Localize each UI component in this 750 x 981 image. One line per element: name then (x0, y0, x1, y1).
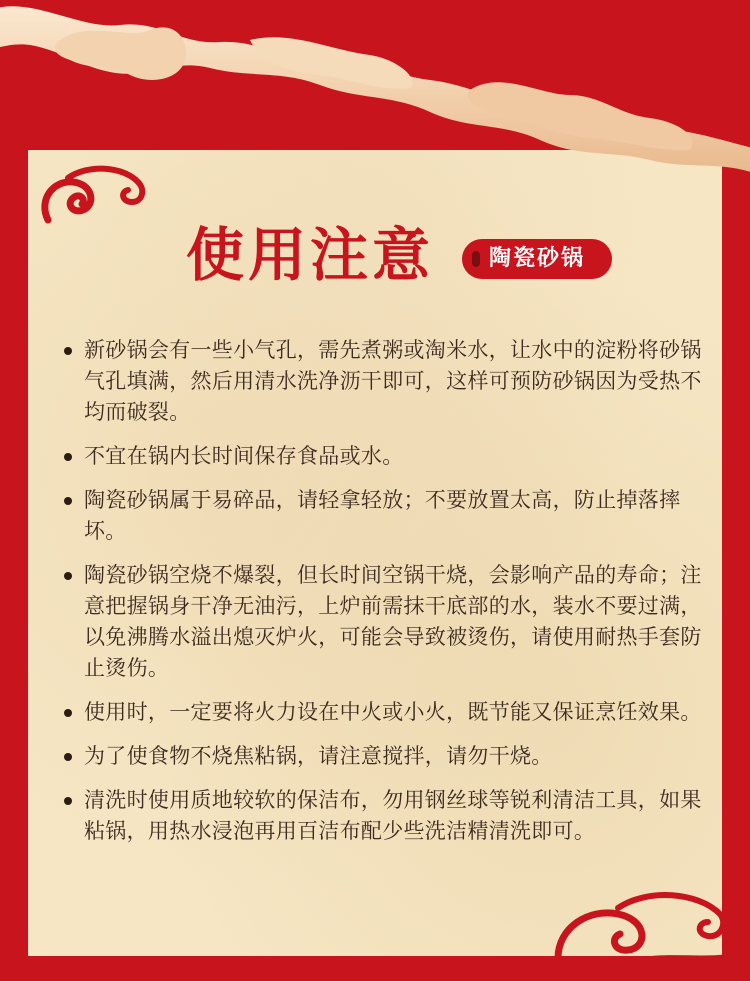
usage-notes-list (62, 335, 702, 860)
title-row (0, 215, 750, 295)
product-badge: 陶瓷砂锅 (462, 239, 612, 279)
page-title: 使用注意 (186, 221, 435, 289)
list-item: 陶瓷砂锅空烧不爆裂，但长时间空锅干烧，会影响产品的寿命；注意把握锅身干净无油污，上炉前需抹干底部的水，装水不要过满，以免沸腾水溢出熄灭炉火，可能会导致被烫伤，请使用耐热手套防止烫伤。 (62, 560, 702, 684)
list-item: 新砂锅会有一些小气孔，需先煮粥或淘米水，让水中的淀粉将砂锅气孔填满，然后用清水洗净沥干即可，这样可预防砂锅因为受热不均而破裂。 (62, 335, 702, 428)
list-item: 不宜在锅内长时间保存食品或水。 (62, 441, 702, 472)
list-item: 为了使食物不烧焦粘锅，请注意搅拌，请勿干烧。 (62, 741, 702, 772)
list-item: 使用时，一定要将火力设在中火或小火，既节能又保证烹饪效果。 (62, 697, 702, 728)
list-item: 清洗时使用质地较软的保洁布，勿用钢丝球等锐利清洁工具，如果粘锅，用热水浸泡再用百洁布配少些洗洁精清洗即可。 (62, 785, 702, 847)
auspicious-cloud-scroll-icon (548, 888, 728, 968)
list-item: 陶瓷砂锅属于易碎品，请轻拿轻放；不要放置太高，防止掉落摔坏。 (62, 485, 702, 547)
